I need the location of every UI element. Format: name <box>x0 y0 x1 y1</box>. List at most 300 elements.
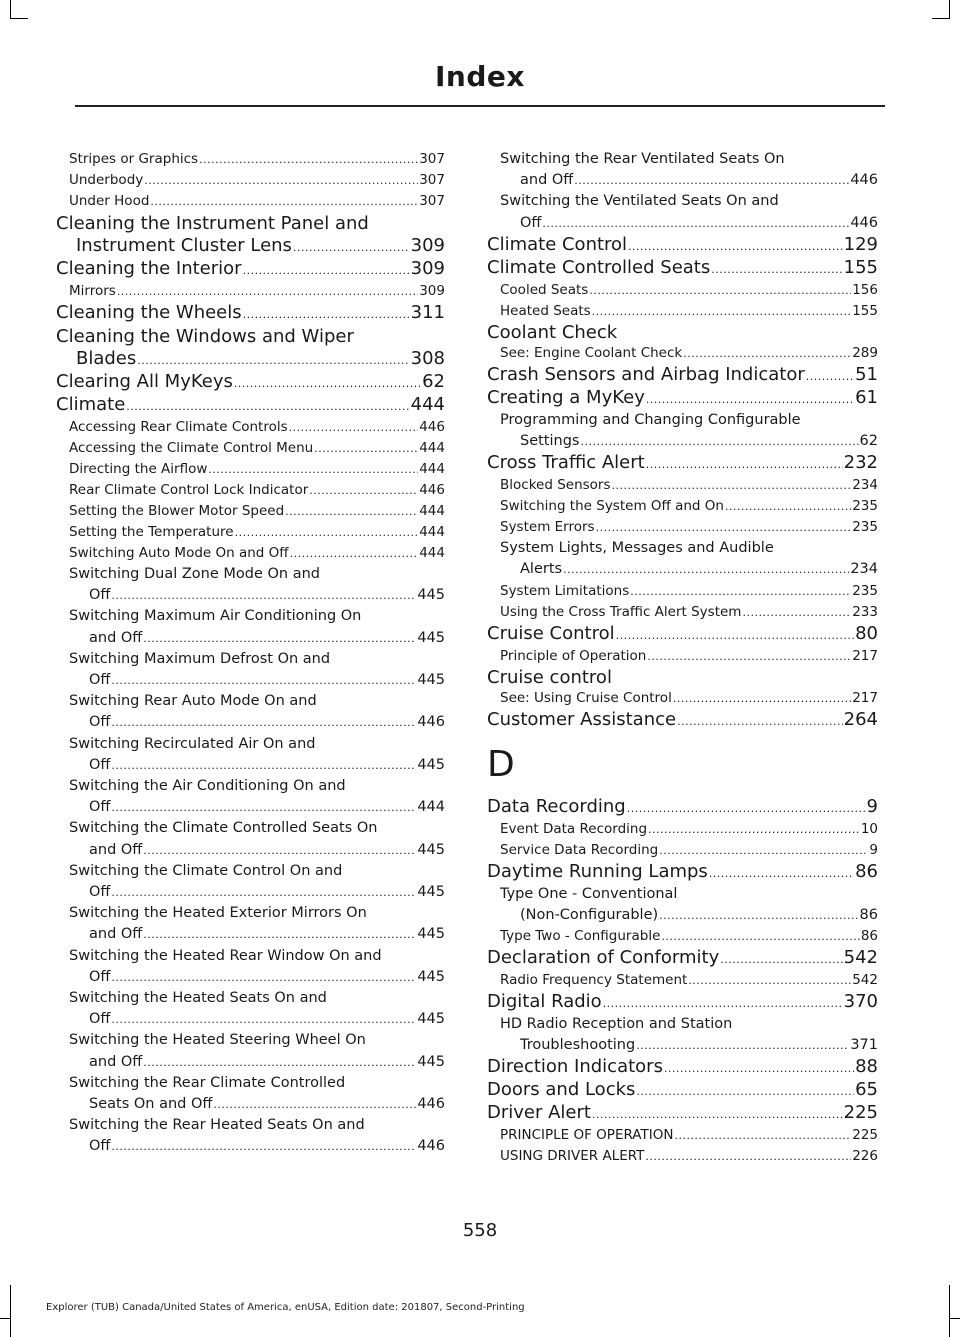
entry-continuation <box>69 882 445 903</box>
dot-leader <box>150 192 418 212</box>
page-ref: 444 <box>419 545 445 561</box>
dot-leader <box>111 967 416 988</box>
dot-leader <box>243 304 410 325</box>
index-entry <box>56 988 445 1030</box>
entry-text: Crash Sensors and Airbag Indicator <box>487 363 805 385</box>
entry-continuation <box>69 797 445 818</box>
entry-text-cont: (Non-Configurable) <box>520 906 659 923</box>
dot-leader <box>711 259 842 280</box>
page-ref: 61 <box>855 386 878 408</box>
index-entry <box>56 1030 445 1072</box>
dot-leader <box>285 502 418 522</box>
index-entry <box>487 149 878 191</box>
index-entry <box>487 581 878 602</box>
index-entry <box>56 818 445 860</box>
dot-leader <box>213 1094 416 1115</box>
crop-mark <box>10 18 28 19</box>
entry-text: Switching the Heated Exterior Mirrors On <box>69 905 367 922</box>
index-entry <box>487 1102 878 1125</box>
page-ref: 445 <box>417 926 445 943</box>
entry-text-cont: Seats On and Off <box>89 1096 213 1113</box>
entry-text: Radio Frequency Statement <box>500 972 688 989</box>
entry-text: Declaration of Conformity <box>487 947 720 969</box>
dot-leader <box>111 670 416 691</box>
page-ref: 289 <box>852 344 878 361</box>
entry-text: Service Data Recording <box>500 841 659 858</box>
entry-text: Accessing the Climate Control Menu <box>69 440 314 456</box>
page-ref: 80 <box>855 622 878 644</box>
dot-leader <box>111 755 416 776</box>
page-ref: 444 <box>410 394 445 415</box>
dot-leader <box>636 1035 849 1056</box>
page-ref: 234 <box>852 477 878 494</box>
entry-text: Cruise Control <box>487 622 615 644</box>
entry-continuation <box>56 348 445 371</box>
dot-leader <box>111 882 416 903</box>
entry-text: Climate Controlled Seats <box>487 256 711 278</box>
entry-text-cont: Alerts <box>520 561 563 578</box>
page-ref: 307 <box>419 193 445 209</box>
dot-leader <box>126 396 409 417</box>
entry-text: Cleaning the Windows and Wiper <box>56 326 354 347</box>
entry-text: Cooled Seats <box>500 281 589 298</box>
page-ref: 307 <box>419 151 445 167</box>
dot-leader <box>659 841 868 861</box>
crop-mark <box>950 1318 960 1319</box>
entry-text: Switching the Heated Rear Window On and <box>69 947 382 964</box>
index-entry <box>56 459 445 480</box>
index-entry <box>56 281 445 302</box>
page-ref: 155 <box>843 256 878 278</box>
dot-leader <box>309 481 418 501</box>
entry-text-cont: Off <box>89 1011 111 1028</box>
index-entry <box>487 926 878 947</box>
index-entry <box>487 840 878 861</box>
index-entry <box>487 667 878 688</box>
page-ref: 226 <box>852 1148 878 1165</box>
page-ref: 309 <box>410 258 445 279</box>
index-entry <box>487 884 878 926</box>
header-rule <box>75 105 885 107</box>
dot-leader <box>720 949 842 970</box>
index-column-right <box>487 149 878 1167</box>
dot-leader <box>627 798 866 819</box>
page-ref: 264 <box>843 708 878 730</box>
entry-continuation <box>69 840 445 861</box>
entry-text: Under Hood <box>69 193 150 209</box>
crop-mark <box>949 1285 950 1337</box>
entry-text: HD Radio Reception and Station <box>500 1016 733 1033</box>
page-ref: 235 <box>852 498 878 515</box>
index-entry <box>56 438 445 459</box>
entry-text-cont: Off <box>89 672 111 689</box>
page-ref: 444 <box>417 799 445 816</box>
page-ref: 62 <box>422 371 445 392</box>
index-entry <box>56 170 445 191</box>
dot-leader <box>647 647 851 667</box>
entry-text: System Limitations <box>500 582 630 599</box>
entry-text: Switching Dual Zone Mode On and <box>69 566 320 582</box>
index-entry <box>56 394 445 417</box>
page-ref: 86 <box>859 906 878 923</box>
dot-leader <box>293 237 410 258</box>
page-ref: 446 <box>419 482 445 498</box>
entry-text: Heated Seats <box>500 302 591 319</box>
index-entry <box>487 191 878 233</box>
index-entry <box>56 522 445 543</box>
entry-text: Switching the Heated Seats On and <box>69 990 327 1007</box>
page-ref: 445 <box>417 841 445 858</box>
entry-text: Climate <box>56 394 126 415</box>
page-ref: 233 <box>852 603 878 620</box>
crop-mark <box>10 0 11 18</box>
page-ref: 235 <box>852 519 878 536</box>
dot-leader <box>603 993 843 1014</box>
page-ref: 445 <box>417 587 445 604</box>
entry-text: Using the Cross Traffic Alert System <box>500 603 742 620</box>
entry-text: PRINCIPLE OF OPERATION <box>500 1127 674 1144</box>
dot-leader <box>677 711 843 732</box>
dot-leader <box>646 454 843 475</box>
page-ref: 309 <box>419 283 445 299</box>
dot-leader <box>117 282 418 302</box>
index-entry <box>56 946 445 988</box>
index-entry <box>487 623 878 646</box>
dot-leader <box>592 1104 843 1125</box>
dot-leader <box>596 518 852 538</box>
index-entry <box>487 496 878 517</box>
dot-leader <box>742 603 851 623</box>
page-ref: 235 <box>852 582 878 599</box>
index-entry <box>56 691 445 733</box>
dot-leader <box>235 523 419 543</box>
entry-text: Doors and Locks <box>487 1079 636 1101</box>
dot-leader <box>645 1147 851 1167</box>
index-entry <box>487 517 878 538</box>
entry-text: Stripes or Graphics <box>69 151 199 167</box>
entry-continuation <box>500 213 878 234</box>
index-entry <box>56 564 445 606</box>
index-entry <box>487 1056 878 1079</box>
entry-continuation <box>500 559 878 580</box>
dot-leader <box>630 582 851 602</box>
index-entry <box>487 819 878 840</box>
dot-leader <box>243 260 410 281</box>
entry-text: Switching the Rear Climate Controlled <box>69 1074 346 1091</box>
dot-leader <box>616 625 854 646</box>
dot-leader <box>137 350 409 371</box>
entry-text: Cruise control <box>487 666 612 688</box>
entry-text: Setting the Temperature <box>69 524 234 540</box>
dot-leader <box>646 389 854 410</box>
dot-leader <box>580 431 858 452</box>
page-ref: 445 <box>417 672 445 689</box>
page-ref: 370 <box>843 991 878 1013</box>
index-entry <box>487 602 878 623</box>
dot-leader <box>199 150 418 170</box>
index-entry <box>56 734 445 776</box>
entry-text: Switching the System Off and On <box>500 498 724 515</box>
page-ref: 225 <box>852 1127 878 1144</box>
entry-text: Cross Traffic Alert <box>487 452 645 474</box>
entry-text: Programming and Changing Configurable <box>500 411 801 428</box>
page-ref: 444 <box>419 524 445 540</box>
dot-leader <box>592 302 852 322</box>
entry-text: Switching the Climate Controlled Seats On <box>69 820 378 837</box>
dot-leader <box>111 585 416 606</box>
page-ref: 234 <box>850 561 878 578</box>
entry-text: Switching the Ventilated Seats On and <box>500 193 779 210</box>
index-entry <box>56 776 445 818</box>
entry-text: USING DRIVER ALERT <box>500 1148 645 1165</box>
page-ref: 445 <box>417 968 445 985</box>
index-entry <box>56 302 445 325</box>
dot-leader <box>111 1136 416 1157</box>
entry-text: Directing the Airflow <box>69 461 208 477</box>
dot-leader <box>612 476 852 496</box>
page-ref: 444 <box>419 440 445 456</box>
page-ref: 445 <box>417 1011 445 1028</box>
index-entry <box>487 452 878 475</box>
entry-continuation <box>500 905 878 926</box>
entry-text-cont: and Off <box>89 629 143 646</box>
dot-leader <box>111 1009 416 1030</box>
index-entry <box>56 191 445 212</box>
dot-leader <box>290 544 419 564</box>
index-entry <box>487 387 878 410</box>
entry-text-cont: Off <box>89 587 111 604</box>
dot-leader <box>143 840 416 861</box>
entry-text: Blocked Sensors <box>500 477 611 494</box>
dot-leader <box>574 170 849 191</box>
entry-text-cont: Off <box>89 714 111 731</box>
page-ref: 445 <box>417 629 445 646</box>
entry-text-cont: Blades <box>76 348 137 369</box>
entry-text: System Errors <box>500 519 595 536</box>
page-ref: 446 <box>417 714 445 731</box>
page-ref: 9 <box>866 795 878 817</box>
index-entry <box>487 1146 878 1167</box>
dot-leader <box>208 460 418 480</box>
index-entry <box>487 1079 878 1102</box>
entry-text-cont: and Off <box>89 926 143 943</box>
dot-leader <box>314 439 418 459</box>
page-ref: 446 <box>850 172 878 189</box>
page-ref: 446 <box>850 214 878 231</box>
page-ref: 309 <box>410 235 445 256</box>
index-entry <box>487 970 878 991</box>
entry-text-cont: Off <box>89 884 111 901</box>
entry-text: Driver Alert <box>487 1102 591 1124</box>
index-entry <box>487 343 878 364</box>
entry-continuation <box>500 170 878 191</box>
crop-mark <box>0 1318 10 1319</box>
dot-leader <box>111 712 416 733</box>
entry-text: Accessing Rear Climate Controls <box>69 419 288 435</box>
entry-text: Switching Maximum Air Conditioning On <box>69 608 362 625</box>
index-entry <box>56 258 445 281</box>
index-entry <box>56 417 445 438</box>
page-ref: 446 <box>417 1138 445 1155</box>
entry-text: Switching the Air Conditioning On and <box>69 778 346 795</box>
entry-text: Direction Indicators <box>487 1056 663 1078</box>
entry-text-cont: and Off <box>520 172 574 189</box>
index-entry <box>487 646 878 667</box>
index-entry <box>56 1073 445 1115</box>
dot-leader <box>674 1126 851 1146</box>
page-ref: 445 <box>417 756 445 773</box>
dot-leader <box>143 924 416 945</box>
index-entry <box>56 649 445 691</box>
index-entry <box>56 501 445 522</box>
entry-text-cont: Off <box>89 799 111 816</box>
entry-text-cont: Off <box>520 214 542 231</box>
dot-leader <box>542 213 849 234</box>
dot-leader <box>144 171 418 191</box>
dot-leader <box>589 281 851 301</box>
page-ref: 217 <box>852 689 878 706</box>
dot-leader <box>143 628 416 649</box>
entry-text: Climate Control <box>487 233 628 255</box>
entry-continuation <box>69 628 445 649</box>
index-entry <box>487 1125 878 1146</box>
index-entry <box>487 991 878 1014</box>
index-entry <box>56 543 445 564</box>
dot-leader <box>664 1058 854 1079</box>
entry-text: Switching the Heated Steering Wheel On <box>69 1032 366 1049</box>
index-entry <box>56 1115 445 1157</box>
entry-continuation <box>69 1094 445 1115</box>
page-ref: 51 <box>855 363 878 385</box>
page-title: Index <box>435 60 525 93</box>
entry-text: Type One - Conventional <box>500 885 678 902</box>
entry-text: Cleaning the Interior <box>56 258 242 279</box>
crop-mark <box>10 1285 11 1337</box>
entry-continuation <box>69 967 445 988</box>
entry-continuation <box>69 712 445 733</box>
entry-text: System Lights, Messages and Audible <box>500 540 774 557</box>
dot-leader <box>648 820 860 840</box>
page-ref: 446 <box>419 419 445 435</box>
entry-text: Event Data Recording <box>500 820 648 837</box>
entry-text-cont: Troubleshooting <box>520 1037 636 1054</box>
entry-text: Digital Radio <box>487 991 602 1013</box>
page-ref: 444 <box>419 503 445 519</box>
dot-leader <box>636 1081 854 1102</box>
entry-continuation <box>69 1136 445 1157</box>
crop-mark <box>932 18 950 19</box>
entry-text: Principle of Operation <box>500 647 647 664</box>
entry-text: Customer Assistance <box>487 708 677 730</box>
entry-text-cont: Off <box>89 968 111 985</box>
index-entry <box>487 301 878 322</box>
page-ref: 445 <box>417 884 445 901</box>
entry-text: Clearing All MyKeys <box>56 371 233 392</box>
index-entry <box>487 861 878 884</box>
index-entry <box>487 364 878 387</box>
index-entry <box>487 688 878 709</box>
page-ref: 371 <box>850 1037 878 1054</box>
entry-text: Switching the Climate Control On and <box>69 862 343 879</box>
index-entry <box>487 709 878 732</box>
entry-text: Cleaning the Instrument Panel and <box>56 213 369 234</box>
page-ref: 156 <box>852 281 878 298</box>
dot-leader <box>683 344 851 364</box>
page-ref: 9 <box>869 841 878 858</box>
entry-text: See: Using Cruise Control <box>500 689 672 706</box>
index-entry <box>487 280 878 301</box>
entry-text: Daytime Running Lamps <box>487 860 708 882</box>
index-entry <box>56 149 445 170</box>
index-entry <box>56 212 445 258</box>
dot-leader <box>563 559 849 580</box>
page-ref: 542 <box>852 972 878 989</box>
dot-leader <box>725 497 851 517</box>
entry-text: Underbody <box>69 172 144 188</box>
page-ref: 308 <box>410 348 445 369</box>
index-entry <box>56 861 445 903</box>
page-ref: 307 <box>419 172 445 188</box>
entry-text: Switching Recirculated Air On and <box>69 735 316 752</box>
entry-continuation <box>69 585 445 606</box>
entry-text-cont: Off <box>89 756 111 773</box>
index-entry <box>487 257 878 280</box>
index-entry <box>56 903 445 945</box>
page-ref: 446 <box>417 1096 445 1113</box>
crop-mark <box>949 0 950 18</box>
page-ref: 225 <box>843 1102 878 1124</box>
page-ref: 444 <box>419 461 445 477</box>
entry-text: Switching the Rear Ventilated Seats On <box>500 151 785 167</box>
entry-continuation <box>500 1035 878 1056</box>
entry-text: Type Two - Configurable <box>500 928 661 945</box>
index-entry <box>487 234 878 257</box>
dot-leader <box>659 905 858 926</box>
page-ref: 129 <box>843 233 878 255</box>
index-entry <box>487 1014 878 1056</box>
page-ref: 62 <box>859 433 878 450</box>
index-entry <box>487 538 878 580</box>
page-ref: 232 <box>843 452 878 474</box>
dot-leader <box>661 927 859 947</box>
entry-continuation <box>69 1009 445 1030</box>
index-entry <box>487 796 878 819</box>
dot-leader <box>111 797 416 818</box>
dot-leader <box>628 236 843 257</box>
dot-leader <box>688 971 851 991</box>
entry-continuation <box>56 235 445 258</box>
index-entry <box>487 947 878 970</box>
entry-text: Mirrors <box>69 283 116 299</box>
entry-text: Switching Maximum Defrost On and <box>69 650 331 667</box>
entry-text: Switching Auto Mode On and Off <box>69 545 289 561</box>
index-entry <box>56 606 445 648</box>
entry-text-cont: Off <box>89 1138 111 1155</box>
page-ref: 86 <box>855 860 878 882</box>
entry-text: Cleaning the Wheels <box>56 302 242 323</box>
page-ref: 311 <box>410 302 445 323</box>
index-entry <box>487 410 878 452</box>
section-letter: D <box>487 743 515 785</box>
dot-leader <box>709 863 854 884</box>
page-ref: 88 <box>855 1056 878 1078</box>
index-column-left <box>56 149 445 1158</box>
entry-text: See: Engine Coolant Check <box>500 344 683 361</box>
page-ref: 445 <box>417 1053 445 1070</box>
entry-text: Switching the Rear Heated Seats On and <box>69 1117 365 1134</box>
entry-continuation <box>500 431 878 452</box>
entry-continuation <box>69 670 445 691</box>
